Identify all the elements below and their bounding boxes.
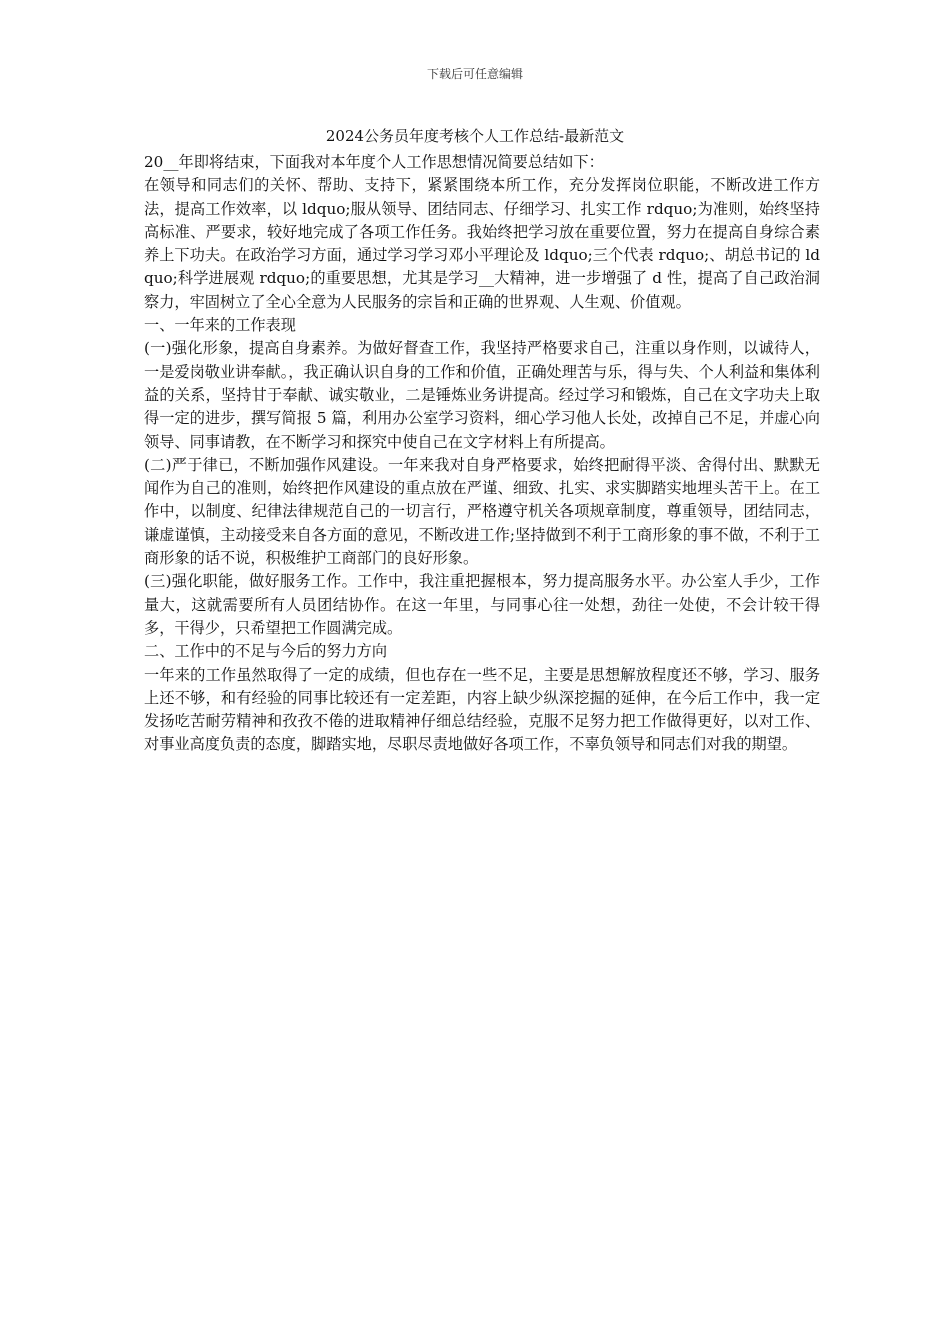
subsection-paragraph-image: (一)强化形象，提高自身素养。为做好督查工作，我坚持严格要求自己，注重以身作则，以诚待人，一是爱岗敬业讲奉献。，我正确认识自身的工作和价值，正确处理苦与乐，得与失、个人利益和集体利益的关系，坚持甘于奉献、诚实敬业，二是锤炼业务讲提高。经过学习和锻炼，自己在文字功夫上取得一定的进步，撰写简报 5 篇，利用办公室学习资料，细心学习他人长处，改掉自己不足，并虚心向领导、同事请教，在不断学习和探究中使自己在文字材料上有所提高。 bbox=[144, 339, 820, 451]
section-heading-shortcomings: 二、工作中的不足与今后的努力方向 bbox=[144, 642, 387, 661]
closing-paragraph: 一年来的工作虽然取得了一定的成绩，但也存在一些不足，主要是思想解放程度还不够，学习、服务上还不够，和有经验的同事比较还有一定差距，内容上缺少纵深挖掘的延伸，在今后工作中，我一定发扬吃苦耐劳精神和孜孜不倦的进取精神仔细总结经验，克服不足努力把工作做得更好，以对工作、对事业高度负责的态度，脚踏实地，尽职尽责地做好各项工作，不辜负领导和同志们对我的期望。 bbox=[144, 665, 820, 754]
subsection-paragraph-service: (三)强化职能，做好服务工作。工作中，我注重把握根本，努力提高服务水平。办公室人手少，工作量大，这就需要所有人员团结协作。在这一年里，与同事心往一处想，劲往一处使，不会计较干得多，干得少，只希望把工作圆满完成。 bbox=[144, 572, 820, 637]
subsection-paragraph-discipline: (二)严于律已，不断加强作风建设。一年来我对自身严格要求，始终把耐得平淡、舍得付出、默默无闻作为自己的准则，始终把作风建设的重点放在严谨、细致、扎实、求实脚踏实地埋头苦干上。在工作中，以制度、纪律法律规范自己的一切言行，严格遵守机关各项规章制度，尊重领导，团结同志，谦虚谨慎，主动接受来自各方面的意见，不断改进工作;坚持做到不利于工商形象的事不做，不利于工商形象的话不说，积极维护工商部门的良好形象。 bbox=[144, 455, 820, 568]
overview-paragraph: 在领导和同志们的关怀、帮助、支持下，紧紧围绕本所工作，充分发挥岗位职能，不断改进工作方法，提高工作效率，以 ldquo;服从领导、团结同志、仔细学习、扎实工作 rdquo;为准则，始终坚持高标准、严要求，较好地完成了各项工作任务。我始终把学习放在重要位置，努力在提高自身综合素养上下功夫。在政治学习方面，通过学习学习邓小平理论及 ldquo;三个代表 rdquo;、胡总书记的 ldquo;科学进展观 rdquo;的重要思想，尤其是学习__大精神，进一步增强了 d 性，提高了自己政治洞察力，牢固树立了全心全意为人民服务的宗旨和正确的世界观、人生观、价值观。 bbox=[144, 176, 820, 311]
page-header-note: 下载后可任意编辑 bbox=[426, 67, 523, 81]
document-title: 2024公务员年度考核个人工作总结-最新范文 bbox=[325, 127, 625, 145]
document-body bbox=[144, 151, 820, 757]
intro-paragraph: 20__年即将结束，下面我对本年度个人工作思想情况简要总结如下： bbox=[144, 153, 604, 171]
section-heading-performance: 一、一年来的工作表现 bbox=[144, 316, 296, 335]
